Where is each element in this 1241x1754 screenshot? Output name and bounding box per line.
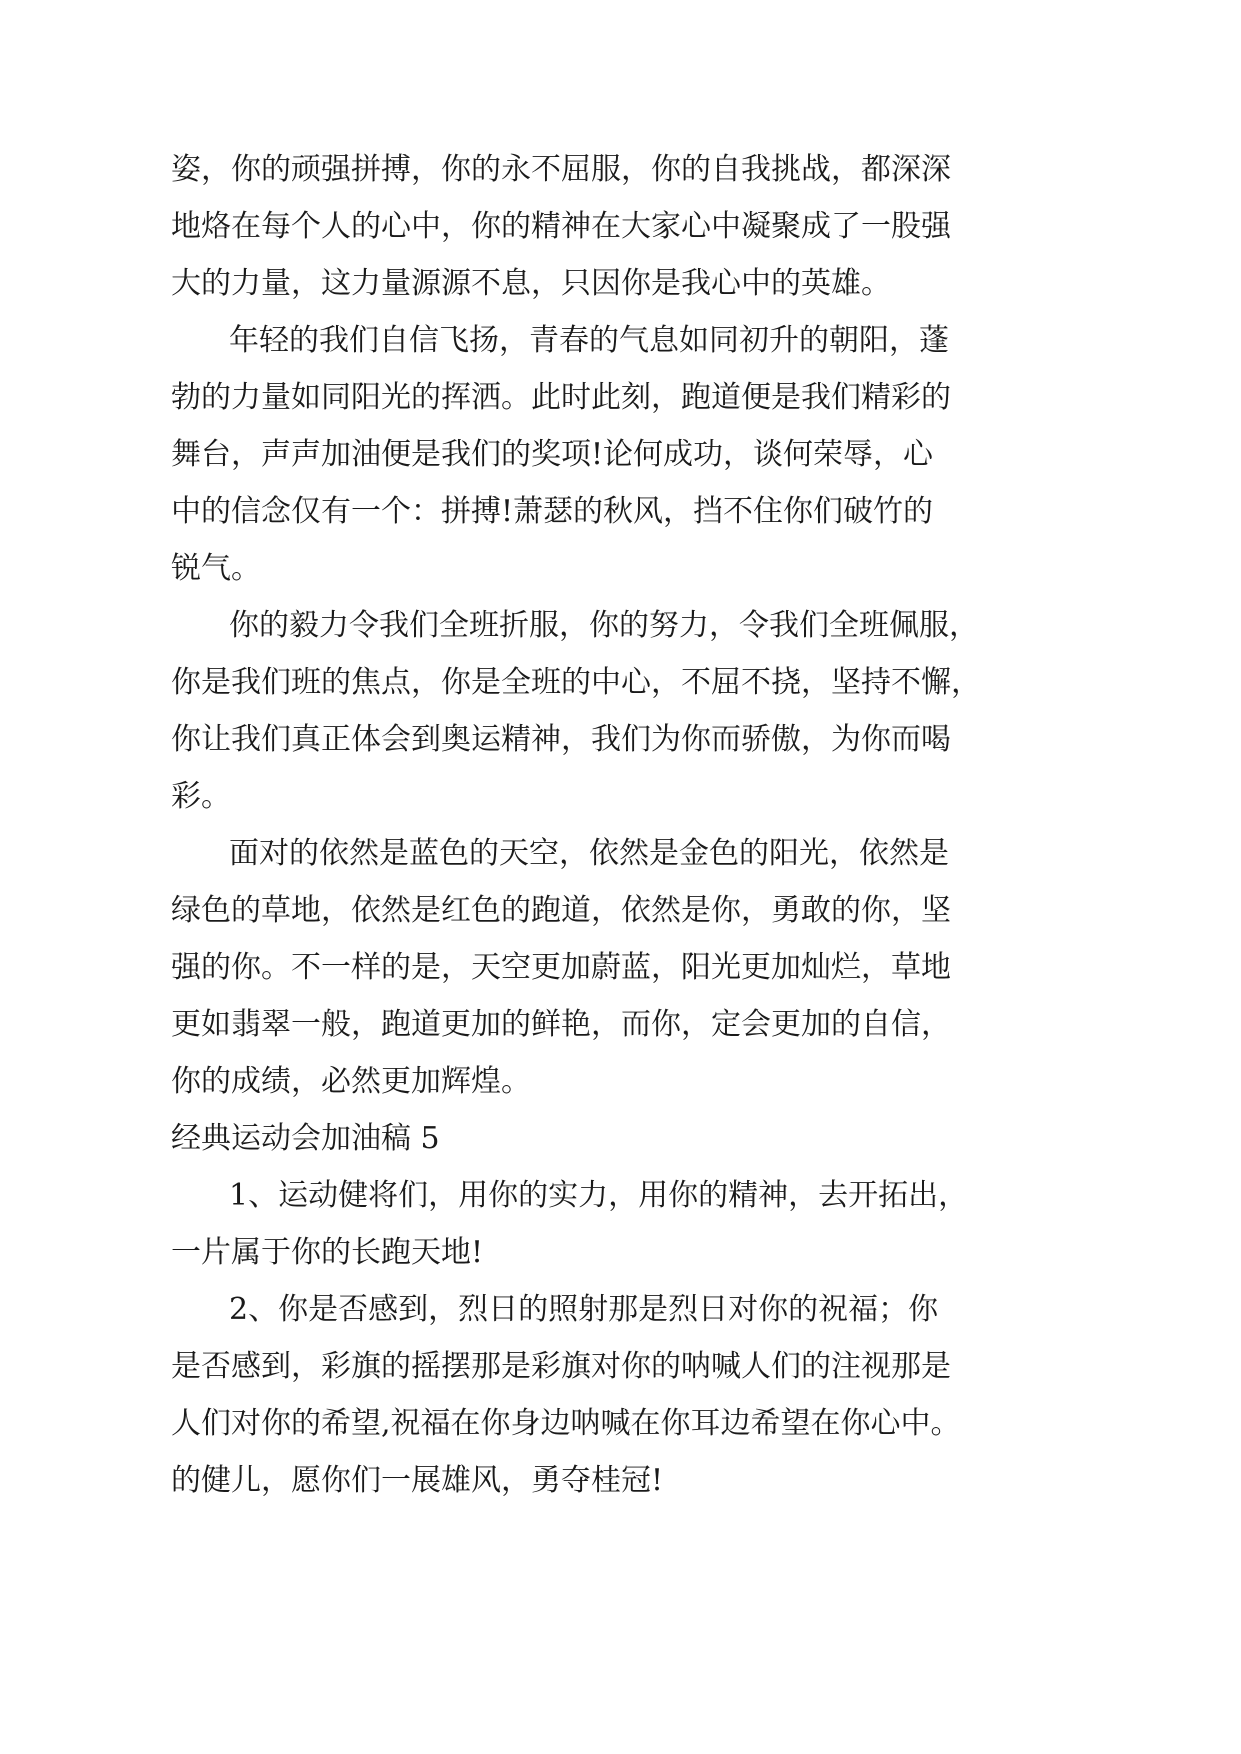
text-line: 你是我们班的焦点，你是全班的中心，不屈不挠，坚持不懈， xyxy=(171,665,981,700)
text-line: 锐气。 xyxy=(171,551,261,586)
text-line: 你让我们真正体会到奥运精神，我们为你而骄傲，为你而喝 xyxy=(171,722,951,757)
text-line: 勃的力量如同阳光的挥洒。此时此刻，跑道便是我们精彩的 xyxy=(171,380,951,415)
paragraph-first-line: 面对的依然是蓝色的天空，依然是金色的阳光，依然是 xyxy=(229,836,949,871)
text-line: 大的力量，这力量源源不息，只因你是我心中的英雄。 xyxy=(171,266,891,301)
paragraph-first-line: 2、你是否感到，烈日的照射那是烈日对你的祝福；你 xyxy=(229,1292,939,1327)
text-line: 是否感到，彩旗的摇摆那是彩旗对你的呐喊人们的注视那是 xyxy=(171,1349,951,1384)
text-line: 的健儿，愿你们一展雄风，勇夺桂冠! xyxy=(171,1463,664,1498)
text-line: 绿色的草地，依然是红色的跑道，依然是你，勇敢的你，坚 xyxy=(171,893,951,928)
text-line: 更如翡翠一般，跑道更加的鲜艳，而你，定会更加的自信， xyxy=(171,1007,951,1042)
text-line: 地烙在每个人的心中，你的精神在大家心中凝聚成了一股强 xyxy=(171,209,951,244)
text-line: 你的成绩，必然更加辉煌。 xyxy=(171,1064,531,1099)
text-line: 舞台，声声加油便是我们的奖项!论何成功，谈何荣辱，心 xyxy=(171,437,934,472)
text-line: 中的信念仅有一个：拼搏!萧瑟的秋风，挡不住你们破竹的 xyxy=(171,494,934,529)
text-line: 强的你。不一样的是，天空更加蔚蓝，阳光更加灿烂，草地 xyxy=(171,950,951,985)
text-line: 人们对你的希望,祝福在你身边呐喊在你耳边希望在你心中。 xyxy=(171,1406,961,1441)
paragraph-first-line: 1、运动健将们，用你的实力，用你的精神，去开拓出， xyxy=(229,1178,969,1213)
section-heading: 经典运动会加油稿 5 xyxy=(171,1121,440,1156)
text-line: 姿，你的顽强拼搏，你的永不屈服，你的自我挑战，都深深 xyxy=(171,152,951,187)
paragraph-first-line: 年轻的我们自信飞扬，青春的气息如同初升的朝阳，蓬 xyxy=(229,323,949,358)
text-line: 一片属于你的长跑天地! xyxy=(171,1235,484,1270)
paragraph-first-line: 你的毅力令我们全班折服，你的努力，令我们全班佩服， xyxy=(229,608,979,643)
text-line: 彩。 xyxy=(171,779,231,814)
